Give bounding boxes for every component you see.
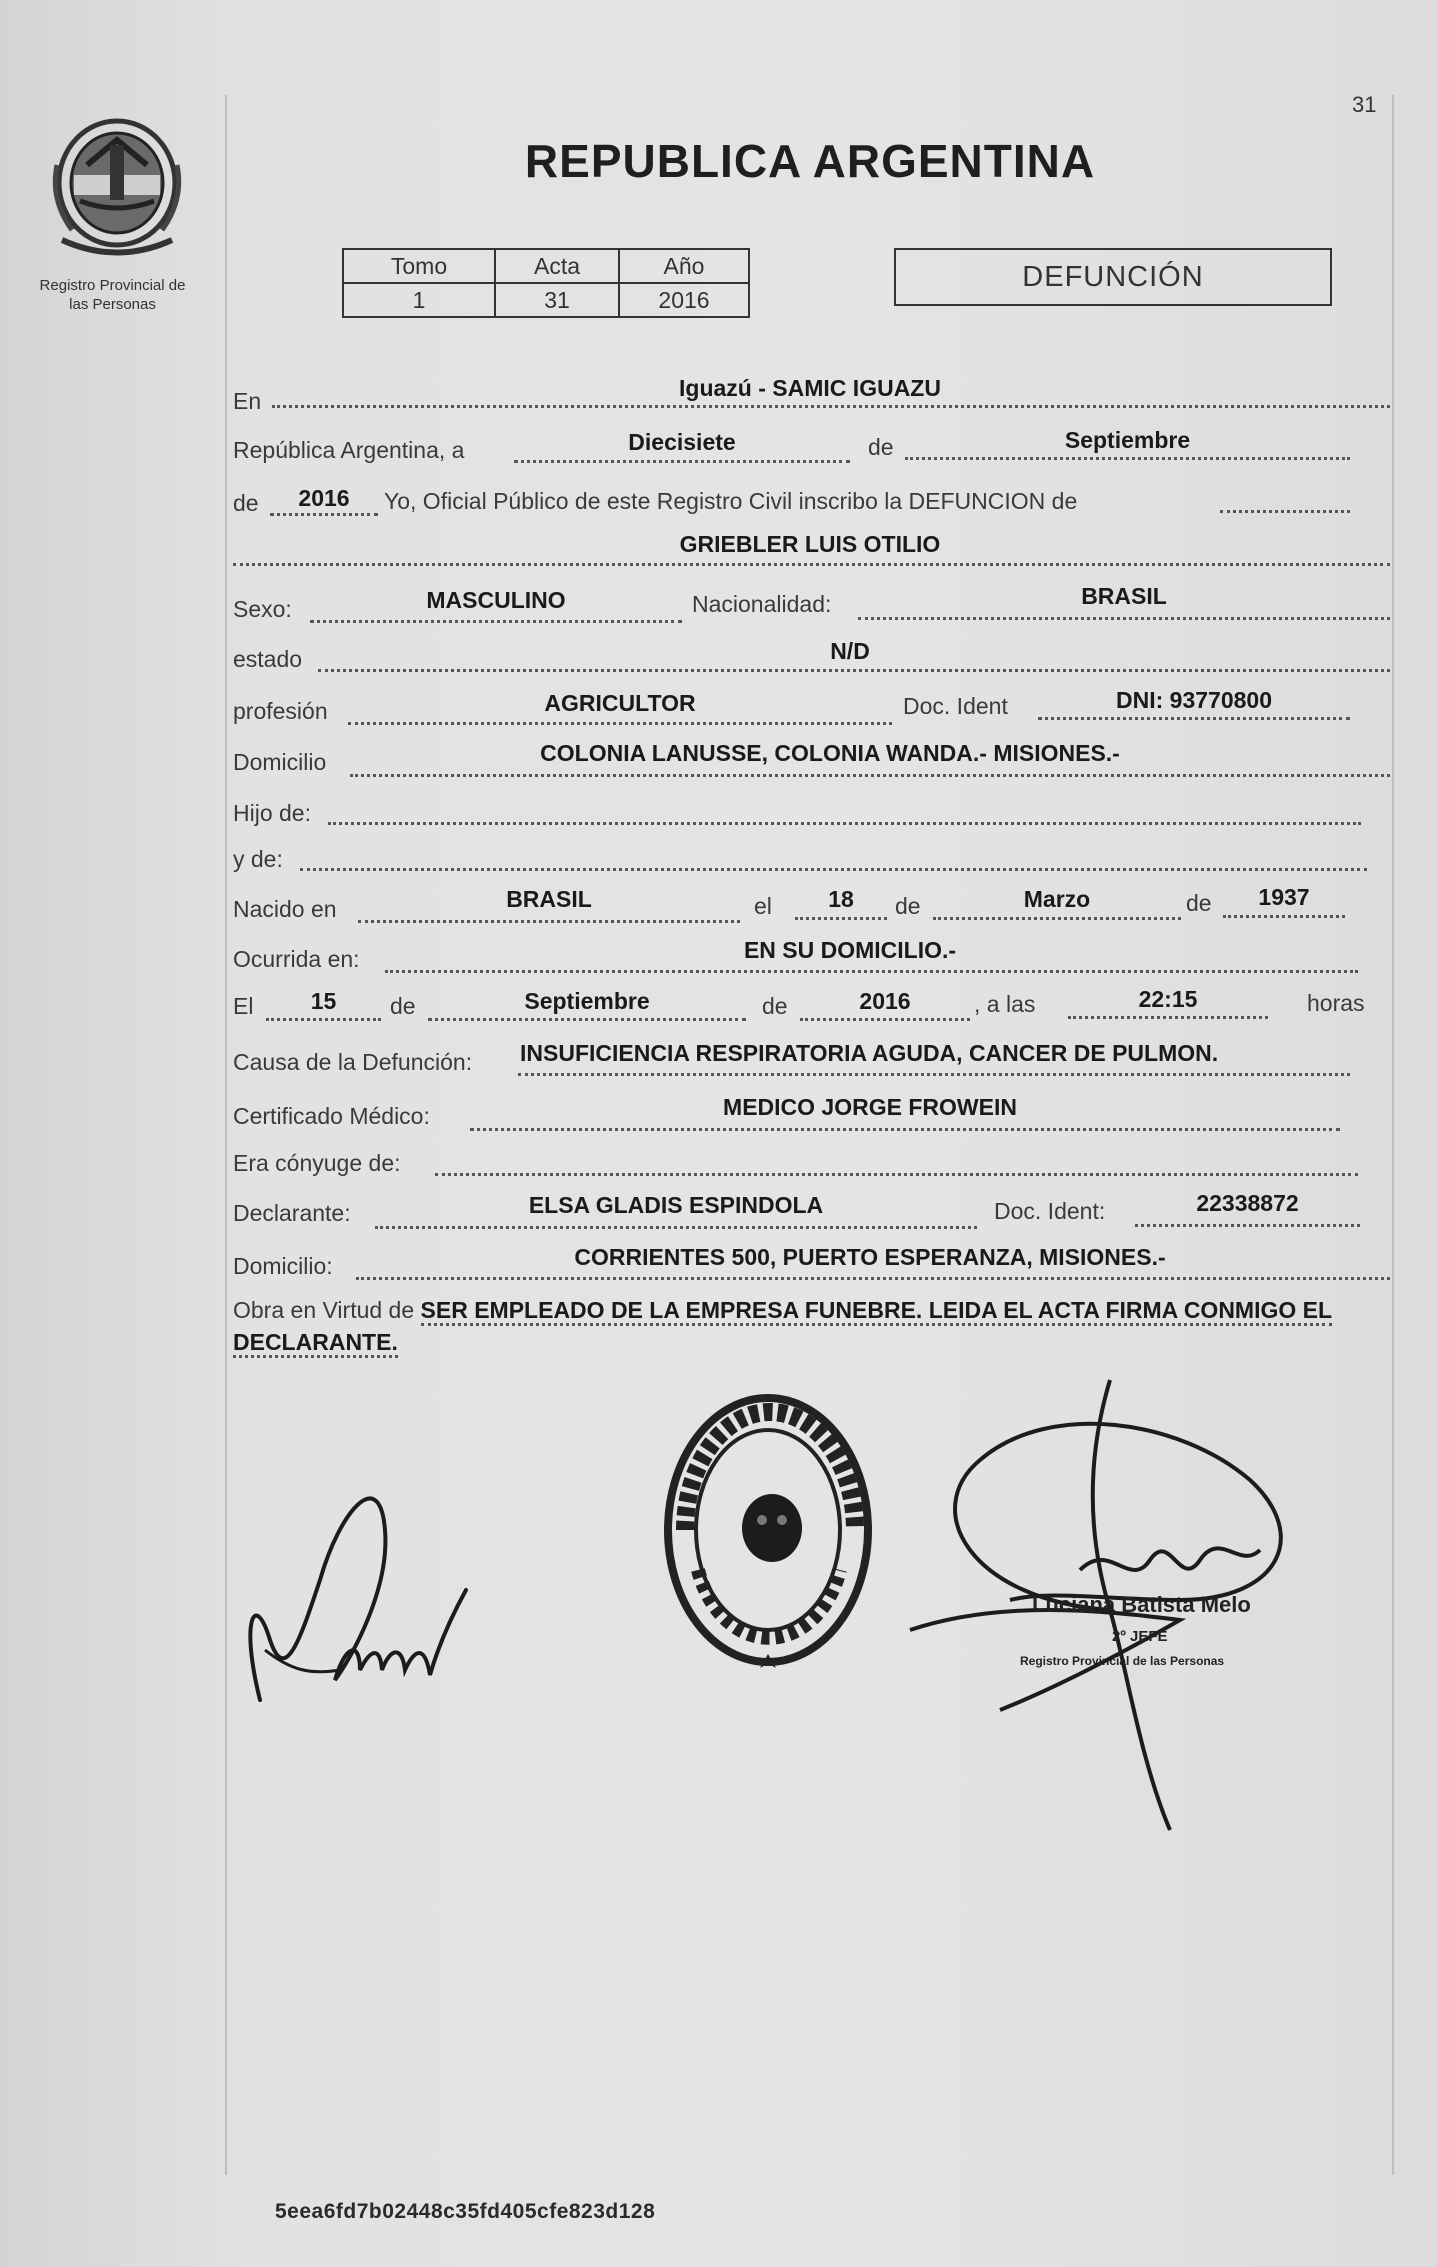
label-causa: Causa de la Defunción: [233, 1049, 473, 1075]
label-declarante: Declarante: [233, 1200, 351, 1226]
dots-yo-oficial [1220, 510, 1350, 513]
dots-death-month [428, 1018, 746, 1021]
anio-value: 2016 [619, 283, 749, 317]
value-death-day: 15 [310, 988, 337, 1014]
anio-header: Año [619, 249, 749, 283]
record-index-value-row [343, 283, 749, 317]
registry-caption [10, 276, 215, 314]
signer-name: Luciana Batista Melo [1032, 1592, 1251, 1617]
label-republica: República Argentina, a [233, 437, 465, 463]
dots-death-year [800, 1018, 970, 1021]
dots-death-day [266, 1018, 381, 1021]
dots-birth-month [933, 917, 1181, 920]
label-ocurrida-en: Ocurrida en: [233, 946, 360, 972]
value-declarant: ELSA GLADIS ESPINDOLA [528, 1192, 824, 1218]
label-domicilio: Domicilio [233, 749, 327, 775]
dots-nationality [858, 617, 1390, 620]
label-obra: Obra en Virtud de [233, 1297, 415, 1323]
label-de-4: de [1186, 890, 1212, 916]
label-a-las: , a las [974, 991, 1036, 1017]
page-number: 31 [1352, 92, 1377, 117]
dots-year [270, 513, 378, 516]
dots-birth-day [795, 917, 887, 920]
record-index-header-row [343, 249, 749, 283]
dots-declarant [375, 1226, 977, 1229]
value-birth-place: BRASIL [506, 886, 592, 912]
dots-sex [310, 620, 682, 623]
value-place: Iguazú - SAMIC IGUAZU [679, 375, 941, 401]
dots-cause [518, 1073, 1350, 1076]
signer-office: Registro Provincial de las Personas [1020, 1654, 1225, 1668]
value-birth-day: 18 [828, 886, 854, 912]
label-conyuge: Era cónyuge de: [233, 1150, 401, 1176]
value-basis: SER EMPLEADO DE LA EMPRESA FUNEBRE. LEIDA EL ACTA FIRMA CONMIGO EL DECLARANTE. [233, 1297, 1332, 1358]
value-death-place: EN SU DOMICILIO.- [743, 937, 957, 963]
right-margin-line [1392, 95, 1394, 2175]
label-de-1: de [868, 434, 894, 460]
label-profesion: profesión [233, 698, 328, 724]
value-address: COLONIA LANUSSE, COLONIA WANDA.- MISIONES.- [540, 740, 1120, 766]
dots-doctor [470, 1128, 1340, 1131]
value-death-time: 22:15 [1138, 986, 1198, 1012]
value-declarant-doc: 22338872 [1196, 1190, 1299, 1216]
dots-document [1038, 717, 1350, 720]
value-birth-year: 1937 [1258, 884, 1310, 910]
dots-spouse [435, 1173, 1358, 1176]
label-de-2: de [233, 490, 259, 516]
label-doc-ident-2: Doc. Ident: [994, 1198, 1106, 1224]
value-declarant-address: CORRIENTES 500, PUERTO ESPERANZA, MISIONES.- [574, 1244, 1166, 1270]
record-type-box: DEFUNCIÓN [894, 248, 1332, 306]
label-en: En [233, 388, 262, 414]
dots-day [514, 460, 850, 463]
dots-civil-status [318, 669, 1390, 672]
value-year: 2016 [298, 485, 350, 511]
registry-caption-line2: las Personas [69, 296, 156, 313]
label-yo-oficial: Yo, Oficial Público de este Registro Civil inscribo la DEFUNCION de [384, 488, 1078, 514]
dots-month [905, 457, 1350, 460]
acta-value: 31 [495, 283, 619, 317]
label-horas: horas [1307, 990, 1365, 1016]
dots-declarant-address [356, 1277, 1390, 1280]
label-el-cap: El [233, 993, 254, 1019]
dots-profession [348, 722, 892, 725]
registry-caption-line1: Registro Provincial de [39, 277, 186, 294]
label-domicilio-2: Domicilio: [233, 1253, 333, 1279]
tomo-value: 1 [343, 283, 495, 317]
value-day-words: Diecisiete [628, 429, 736, 455]
dots-birth-place [358, 920, 740, 923]
label-estado: estado [233, 646, 303, 672]
tomo-header: Tomo [343, 249, 495, 283]
record-index-table [342, 248, 750, 318]
dots-mother [300, 868, 1367, 871]
label-sexo: Sexo: [233, 596, 292, 622]
document-hash: 5eea6fd7b02448c35fd405cfe823d128 [275, 2200, 656, 2223]
label-doc-ident: Doc. Ident [903, 693, 1008, 719]
basis-paragraph [233, 1294, 1393, 1358]
value-death-month: Septiembre [524, 988, 650, 1014]
dots-death-time [1068, 1016, 1268, 1019]
dots-death-place [385, 970, 1358, 973]
label-de-5: de [390, 993, 416, 1019]
label-certificado: Certificado Médico: [233, 1103, 430, 1129]
value-doctor: MEDICO JORGE FROWEIN [723, 1094, 1017, 1120]
value-nationality: BRASIL [1081, 583, 1167, 609]
registry-stamp [650, 1380, 890, 1680]
label-de-6: de [762, 993, 788, 1019]
dots-address [350, 774, 1390, 777]
value-sex: MASCULINO [426, 587, 566, 613]
registry-seal-logo [42, 105, 192, 265]
value-cause: INSUFICIENCIA RESPIRATORIA AGUDA, CANCER DE PULMON. [520, 1040, 1219, 1066]
dots-birth-year [1223, 915, 1345, 918]
value-birth-month: Marzo [1023, 886, 1091, 912]
label-nacido-en: Nacido en [233, 896, 337, 922]
dots-declarant-doc [1135, 1224, 1360, 1227]
label-el: el [754, 893, 772, 919]
label-nacionalidad: Nacionalidad: [692, 591, 832, 617]
value-document: DNI: 93770800 [1116, 687, 1272, 713]
value-month: Septiembre [1064, 427, 1191, 453]
label-de-3: de [895, 893, 921, 919]
left-margin-line [225, 95, 227, 2175]
dots-deceased-name [233, 563, 1390, 566]
document-title: REPUBLICA ARGENTINA [524, 135, 1096, 187]
value-deceased-name: GRIEBLER LUIS OTILIO [679, 531, 941, 557]
value-civil-status: N/D [830, 638, 870, 664]
value-death-year: 2016 [859, 988, 911, 1014]
label-y-de: y de: [233, 846, 283, 872]
acta-header: Acta [495, 249, 619, 283]
declarant-signature [230, 1470, 490, 1720]
signer-role: 2º JEFE [1112, 1628, 1168, 1645]
dots-father [328, 822, 1361, 825]
dots-place [272, 405, 1390, 408]
value-profession: AGRICULTOR [544, 690, 696, 716]
label-hijo-de: Hijo de: [233, 800, 311, 826]
